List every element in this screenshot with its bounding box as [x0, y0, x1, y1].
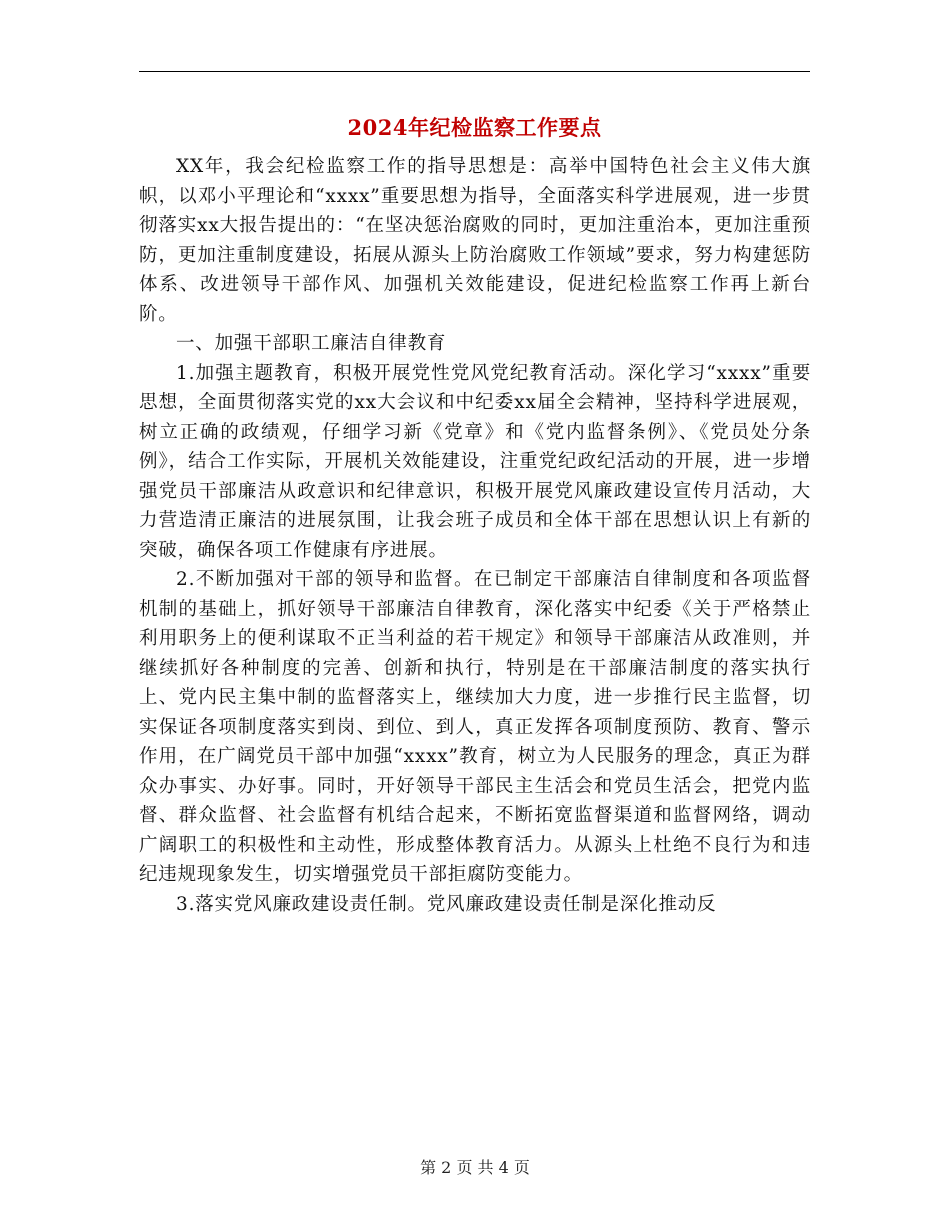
item-3-paragraph: 3.落实党风廉政建设责任制。党风廉政建设责任制是深化推动反 [176, 893, 717, 915]
document-title: 2024年纪检监察工作要点 [347, 115, 602, 140]
page-footer: 第 2 页 共 4 页 [420, 1158, 530, 1177]
document-body [139, 152, 811, 919]
intro-paragraph: XX年，我会纪检监察工作的指导思想是：高举中国特色社会主义伟大旗帜，以邓小平理论和“xxxx”重要思想为指导，全面落实科学进展观，进一步贯彻落实xx大报告提出的：“在坚决惩治腐败的同时，更加注重治本，更加注重预防，更加注重制度建设，拓展从源头上防治腐败工作领域”要求，努力构建惩防体系、改进领导干部作风、加强机关效能建设，促进纪检监察工作再上新台阶。 [139, 156, 811, 325]
item-1-paragraph: 1.加强主题教育，积极开展党性党风党纪教育活动。深化学习“xxxx”重要思想，全面贯彻落实党的xx大会议和中纪委xx届全会精神，坚持科学进展观，树立正确的政绩观，仔细学习新《党章》和《党内监督条例》、《党员处分条例》，结合工作实际，开展机关效能建设，注重党纪政纪活动的开展，进一步增强党员干部廉洁从政意识和纪律意识，积极开展党风廉政建设宣传月活动，大力营造清正廉洁的进展氛围，让我会班子成员和全体干部在思想认识上有新的突破，确保各项工作健康有序进展。 [139, 362, 811, 561]
header-rule [139, 71, 810, 72]
section-heading: 一、加强干部职工廉洁自律教育 [176, 333, 447, 354]
item-2-paragraph: 2.不断加强对干部的领导和监督。在已制定干部廉洁自律制度和各项监督机制的基础上，抓好领导干部廉洁自律教育，深化落实中纪委《关于严格禁止利用职务上的便利谋取不正当利益的若干规定》和领导干部廉洁从政准则，并继续抓好各种制度的完善、创新和执行，特别是在干部廉洁制度的落实执行上、党内民主集中制的监督落实上，继续加大力度，进一步推行民主监督，切实保证各项制度落实到岗、到位、到人，真正发挥各项制度预防、教育、警示作用，在广阔党员干部中加强“xxxx”教育，树立为人民服务的理念，真正为群众办事实、办好事。同时，开好领导干部民主生活会和党员生活会，把党内监督、群众监督、社会监督有机结合起来，不断拓宽监督渠道和监督网络，调动广阔职工的积极性和主动性，形成整体教育活力。从源头上杜绝不良行为和违纪违规现象发生，切实增强党员干部拒腐防变能力。 [139, 569, 811, 885]
